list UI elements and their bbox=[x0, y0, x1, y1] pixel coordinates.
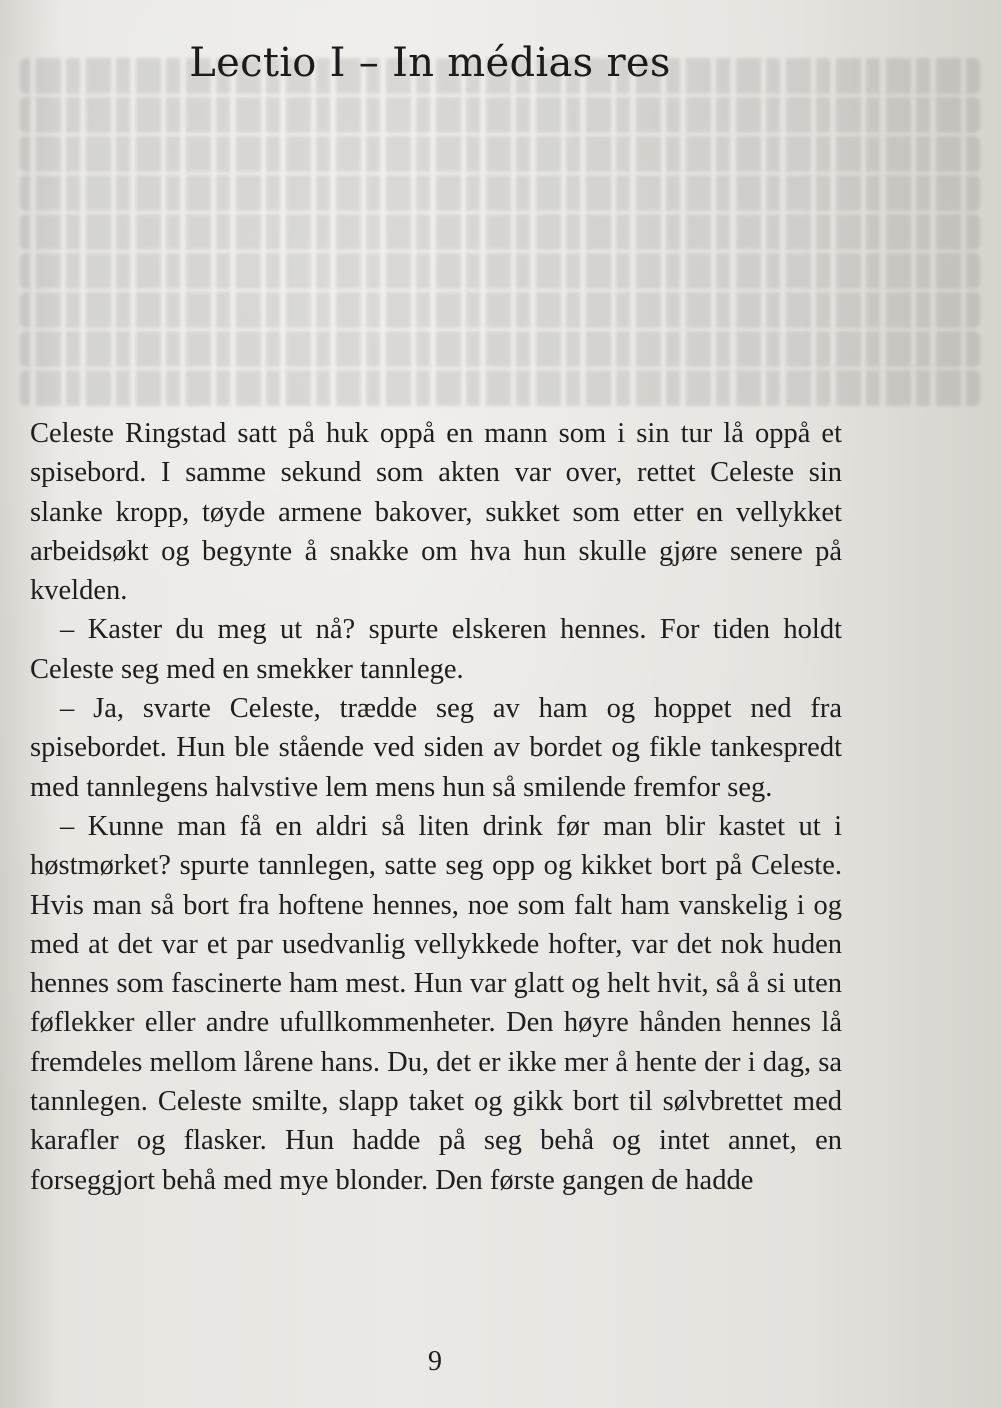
show-through-text bbox=[20, 58, 980, 418]
page-number: 9 bbox=[428, 1346, 442, 1377]
paragraph: – Kunne man få en aldri så liten drink før man blir kastet ut i høstmørket? spurte tannlegen, satte seg opp og kikket bort på Celeste. Hvis man så bort fra hoftene hennes, noe som falt ham vanskelig i og med at det var et par usedvanlig vellykkede hofter, var det nok huden hennes som fascinerte ham mest. Hun var glatt og helt hvit, så å si uten føflekker eller andre ufullkommenheter. Den høyre hånden hennes lå fremdeles mellom lårene hans. Du, det er ikke mer å hente der i dag, sa tannlegen. Celeste smilte, slapp taket og gikk bort til sølvbrettet med karafler og flasker. Hun hadde på seg behå og intet annet, en forseggjort behå med mye blonder. Den første gangen de hadde bbox=[30, 810, 842, 1196]
body-text bbox=[30, 414, 842, 1200]
paragraph: Celeste Ringstad satt på huk oppå en mann som i sin tur lå oppå et spisebord. I samme sekund som akten var over, rettet Celeste sin slanke kropp, tøyde armene bakover, sukket som etter en vellykket arbeidsøkt og begynte å snakke om hva hun skulle gjøre senere på kvelden. bbox=[30, 418, 842, 607]
chapter-title: Lectio I – In médias res bbox=[189, 40, 671, 86]
paragraph: – Kaster du meg ut nå? spurte elskeren hennes. For tiden holdt Celeste seg med en smekker tannlege. bbox=[30, 614, 842, 685]
paragraph: – Ja, svarte Celeste, trædde seg av ham og hoppet ned fra spisebordet. Hun ble stående ved siden av bordet og fikle tankespredt med tannlegens halvstive lem mens hun så smilende fremfor seg. bbox=[30, 693, 842, 803]
